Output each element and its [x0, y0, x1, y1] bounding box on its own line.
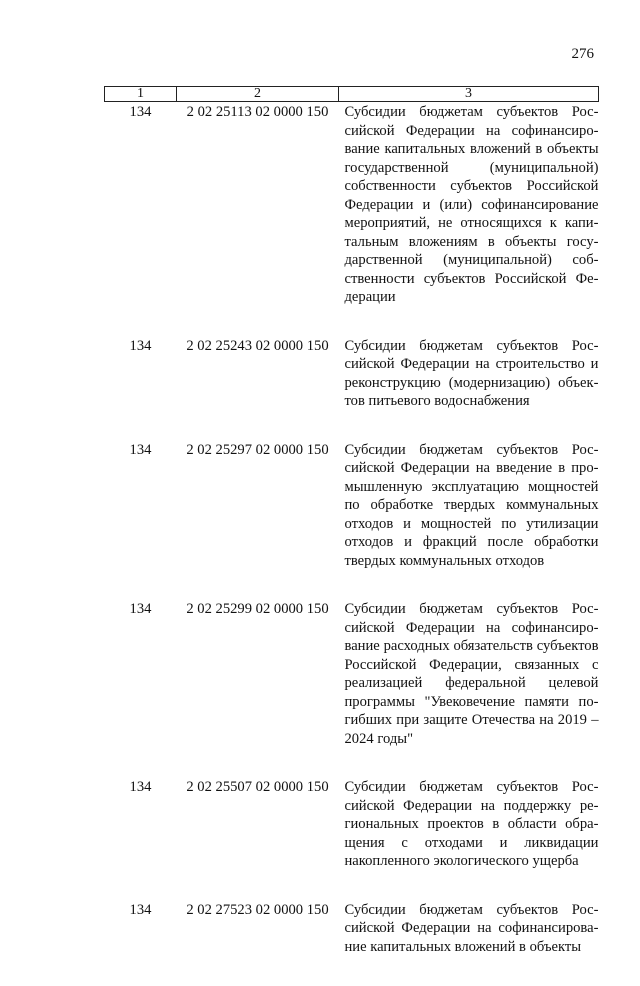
- table-row: [105, 441, 599, 601]
- description-cell: Субсидии бюджетам субъектов Российской Федерации на поддержку региональных проектов в области обращения с отходами и ликвидации накопленного экологического ущерба: [339, 778, 599, 901]
- budget-codes-table: [104, 86, 599, 986]
- header-col-2: 2: [177, 87, 339, 102]
- description-cell: Субсидии бюджетам субъектов Российской Федерации на софинансирование капитальных вложений в объекты государственной (муниципальной) собственности субъектов Российской Федерации и (или) софинансирование мероприятий, не относящихся к капитальным вложениям в объекты государственной (муниципальной) собственности субъектов Российской Федерации: [339, 102, 599, 337]
- table-header-row: [105, 87, 599, 102]
- admin-code-cell: 134: [105, 102, 177, 337]
- description-cell: Субсидии бюджетам субъектов Российской Федерации на введение в промышленную эксплуатацию мощностей по обработке твердых коммунальных отходов и мощностей по утилизации отходов и фракций после обработки твердых коммунальных отходов: [339, 441, 599, 601]
- budget-code-cell: 2 02 25113 02 0000 150: [177, 102, 339, 337]
- table-row: [105, 600, 599, 778]
- admin-code-cell: 134: [105, 441, 177, 601]
- description-cell: Субсидии бюджетам субъектов Российской Федерации на софинансирование капитальных вложений в объекты: [339, 901, 599, 986]
- table-row: [105, 901, 599, 986]
- table-row: [105, 337, 599, 441]
- budget-code-cell: 2 02 25297 02 0000 150: [177, 441, 339, 601]
- header-col-3: 3: [339, 87, 599, 102]
- budget-code-cell: 2 02 25507 02 0000 150: [177, 778, 339, 901]
- page-number: 276: [572, 46, 595, 63]
- description-cell: Субсидии бюджетам субъектов Российской Федерации на строительство и реконструкцию (модернизацию) объектов питьевого водоснабжения: [339, 337, 599, 441]
- admin-code-cell: 134: [105, 600, 177, 778]
- header-col-1: 1: [105, 87, 177, 102]
- budget-code-cell: 2 02 27523 02 0000 150: [177, 901, 339, 986]
- admin-code-cell: 134: [105, 778, 177, 901]
- admin-code-cell: 134: [105, 901, 177, 986]
- description-cell: Субсидии бюджетам субъектов Российской Федерации на софинансирование расходных обязательств субъектов Российской Федерации, связанных с реализацией федеральной целевой программы "Увековечение памяти погибших при защите Отечества на 2019 – 2024 годы": [339, 600, 599, 778]
- admin-code-cell: 134: [105, 337, 177, 441]
- table-row: [105, 102, 599, 337]
- budget-code-cell: 2 02 25243 02 0000 150: [177, 337, 339, 441]
- budget-code-cell: 2 02 25299 02 0000 150: [177, 600, 339, 778]
- table-row: [105, 778, 599, 901]
